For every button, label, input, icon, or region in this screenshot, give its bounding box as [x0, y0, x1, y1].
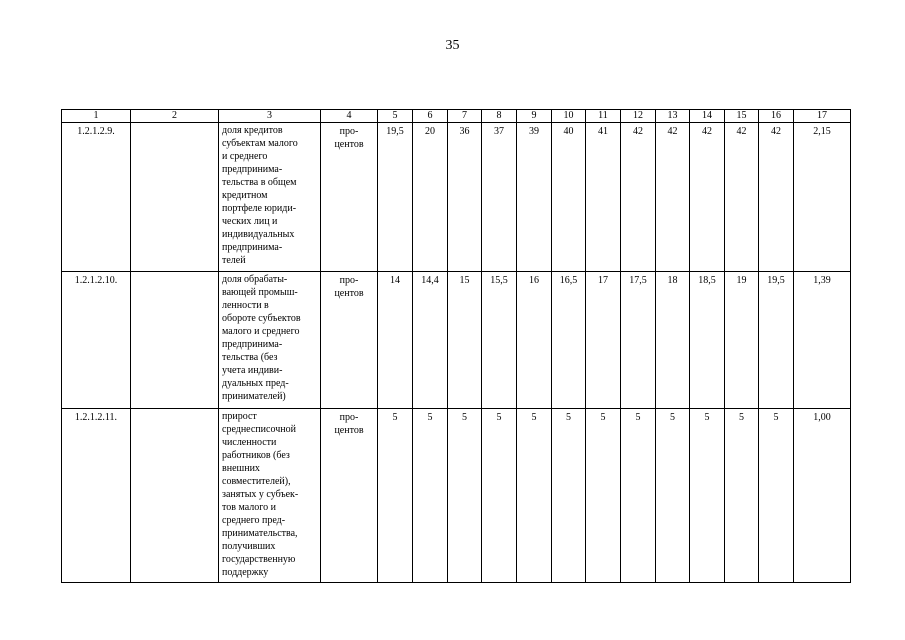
row-value: 42: [621, 123, 656, 272]
row-value: 5: [448, 409, 482, 583]
column-header: 7: [448, 110, 482, 123]
row-value: 1,00: [794, 409, 851, 583]
row-code: 1.2.1.2.9.: [62, 123, 131, 272]
row-unit: про- центов: [321, 123, 378, 272]
column-header: 8: [482, 110, 517, 123]
row-value: 42: [759, 123, 794, 272]
row-code: 1.2.1.2.11.: [62, 409, 131, 583]
row-value: 1,39: [794, 272, 851, 409]
table-header-row: [62, 110, 851, 123]
row-value: 40: [552, 123, 586, 272]
row-col2: [131, 409, 219, 583]
column-header: 17: [794, 110, 851, 123]
table-row: [62, 409, 851, 583]
column-header: 11: [586, 110, 621, 123]
row-value: 16: [517, 272, 552, 409]
row-value: 5: [725, 409, 759, 583]
row-value: 17: [586, 272, 621, 409]
column-header: 4: [321, 110, 378, 123]
row-value: 36: [448, 123, 482, 272]
table-row: [62, 123, 851, 272]
column-header: 14: [690, 110, 725, 123]
row-value: 18: [656, 272, 690, 409]
row-col2: [131, 272, 219, 409]
column-header: 3: [219, 110, 321, 123]
row-value: 42: [656, 123, 690, 272]
row-value: 14,4: [413, 272, 448, 409]
row-value: 16,5: [552, 272, 586, 409]
row-value: 5: [413, 409, 448, 583]
row-value: 5: [621, 409, 656, 583]
column-header: 5: [378, 110, 413, 123]
row-value: 41: [586, 123, 621, 272]
column-header: 6: [413, 110, 448, 123]
row-value: 19: [725, 272, 759, 409]
table-row: [62, 272, 851, 409]
row-description: прирост среднесписочной численности работников (без внешних совместителей), занятых у субъек- тов малого и среднего пред- принимательства, получивших государственную поддержку: [219, 409, 321, 583]
row-value: 20: [413, 123, 448, 272]
row-value: 15,5: [482, 272, 517, 409]
row-value: 5: [586, 409, 621, 583]
row-value: 15: [448, 272, 482, 409]
row-description: доля обрабаты- вающей промыш- ленности в обороте субъектов малого и среднего предпринима- тельства (без учета индиви- дуальных пред- принимателей): [219, 272, 321, 409]
row-value: 5: [759, 409, 794, 583]
row-value: 5: [656, 409, 690, 583]
row-value: 5: [378, 409, 413, 583]
column-header: 15: [725, 110, 759, 123]
row-value: 42: [725, 123, 759, 272]
row-value: 5: [690, 409, 725, 583]
row-value: 17,5: [621, 272, 656, 409]
row-value: 5: [552, 409, 586, 583]
column-header: 16: [759, 110, 794, 123]
row-value: 5: [517, 409, 552, 583]
column-header: 1: [62, 110, 131, 123]
column-header: 2: [131, 110, 219, 123]
row-unit: про- центов: [321, 409, 378, 583]
row-value: 5: [482, 409, 517, 583]
row-value: 42: [690, 123, 725, 272]
row-code: 1.2.1.2.10.: [62, 272, 131, 409]
row-value: 19,5: [759, 272, 794, 409]
row-value: 14: [378, 272, 413, 409]
row-col2: [131, 123, 219, 272]
column-header: 9: [517, 110, 552, 123]
row-description: доля кредитов субъектам малого и среднего предпринима- тельства в общем кредитном портфеле юриди- ческих лиц и индивидуальных предпринима- телей: [219, 123, 321, 272]
row-value: 2,15: [794, 123, 851, 272]
row-value: 37: [482, 123, 517, 272]
column-header: 10: [552, 110, 586, 123]
data-table: [61, 109, 851, 583]
page-number: 35: [445, 38, 460, 53]
row-value: 19,5: [378, 123, 413, 272]
row-value: 39: [517, 123, 552, 272]
row-value: 18,5: [690, 272, 725, 409]
column-header: 13: [656, 110, 690, 123]
row-unit: про- центов: [321, 272, 378, 409]
column-header: 12: [621, 110, 656, 123]
